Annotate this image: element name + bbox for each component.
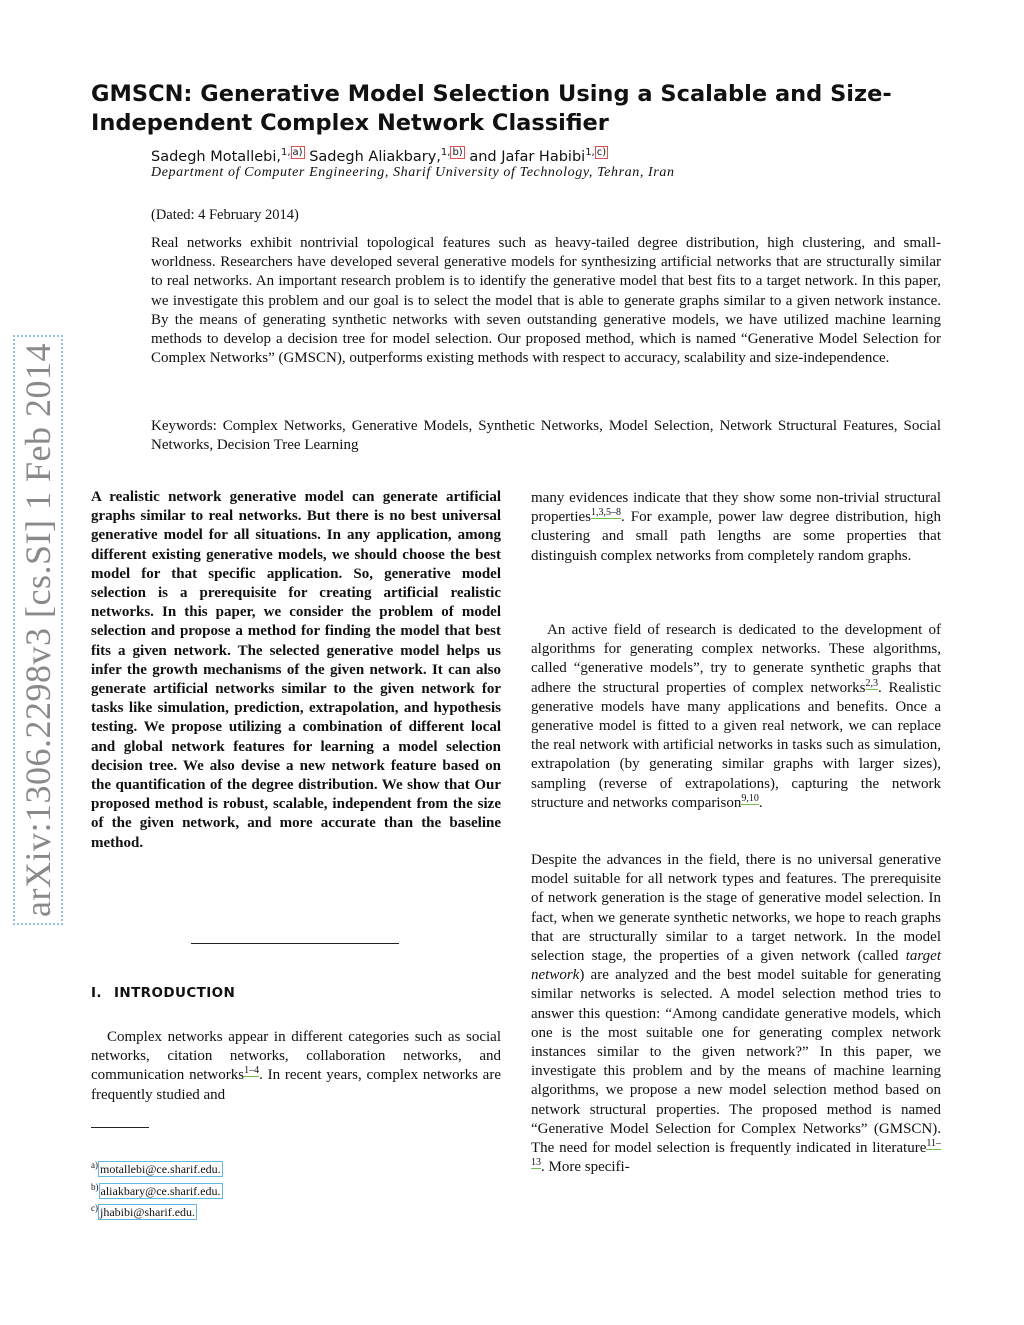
- author-name: Sadegh Motallebi,: [151, 148, 281, 165]
- footnote: $^{c)}$ jhabibi@sharif.edu.: [91, 1203, 196, 1219]
- keywords: Keywords: Complex Networks, Generative Models, Synthetic Networks, Model Selection, Network Structural Features, Social Networks, Decision Tree Learning: [151, 418, 941, 454]
- abstract: Real networks exhibit nontrivial topological features such as heavy-tailed degree distribution, high clustering, and small-worldness. Researchers have developed several generative models for synthesizing artificial networks that are structurally similar to real networks. An important research problem is to identify the generative model that best fits to a target network. In this paper, we investigate this problem and our goal is to select the model that is able to generate graphs similar to a given network instance. By the means of generating synthetic networks with seven outstanding generative models, we have utilized machine learning methods to develop a decision tree for model selection. Our proposed method, which is named “Generative Model Selection for Complex Networks” (GMSCN), outperforms existing methods with respect to accuracy, scalability and size-independence.: [151, 235, 941, 367]
- citation-link[interactable]: 11–13: [531, 1138, 941, 1169]
- divider: [191, 943, 399, 944]
- email-link[interactable]: motallebi@ce.sharif.edu.: [100, 1162, 221, 1176]
- affiliation: Department of Computer Engineering, Sharif University of Technology, Tehran, Iran: [151, 165, 675, 180]
- paper-title: GMSCN: Generative Model Selection Using a Scalable and Size-Independent Complex Network Classifier: [91, 81, 892, 136]
- footnote: $^{a)}$ motallebi@ce.sharif.edu.: [91, 1160, 221, 1176]
- citation-link[interactable]: 9,10: [741, 792, 759, 804]
- author-name: Sadegh Aliakbary,: [309, 148, 441, 165]
- footnote: $^{b)}$ aliakbary@ce.sharif.edu.: [91, 1181, 221, 1198]
- author-name: Jafar Habibi: [501, 148, 586, 165]
- author-list: Sadegh Motallebi,$^{1, a)}$ Sadegh Aliakbary,$^{1, b)}$ and Jafar Habibi$^{1, c)}$: [151, 147, 607, 165]
- date-line: (Dated: 4 February 2014): [151, 207, 299, 223]
- citation-link[interactable]: 1–4: [244, 1065, 260, 1077]
- email-link[interactable]: aliakbary@ce.sharif.edu.: [100, 1183, 221, 1198]
- arxiv-identifier: arXiv:1306.2298v3 [cs.SI] 1 Feb 2014: [13, 335, 63, 925]
- email-link[interactable]: jhabibi@sharif.edu.: [100, 1205, 196, 1219]
- section-heading: I. INTRODUCTION: [91, 985, 236, 1001]
- body-paragraph: many evidences indicate that they show some non-trivial structural properties$^{1,3,5-8}$. For example, power law degree distribution, high clustering and small path lengths are some properties that distinguish complex networks from completely random graphs.: [531, 490, 941, 564]
- lead-paragraph: A realistic network generative model can generate artificial graphs similar to real networks. But there is no best universal generative model for all situations. In any application, among different existing generative models, we should choose the best model for that specific application. So, generative model selection is a prerequisite for creating artificial realistic networks. In this paper, we consider the problem of model selection and propose a method for finding the model that best fits a given network. The selected generative model helps us infer the growth mechanisms of the given network. It can also generate artificial networks similar to the given network for tasks like simulation, prediction, extrapolation, and hypothesis testing. We propose utilizing a combination of different local and global network features for learning a model selection decision tree. We also devise a new network feature based on the quantification of the degree distribution. We show that Our proposed method is robust, scalable, independent from the size of the given network, and more accurate than the baseline method.: [91, 489, 501, 851]
- body-paragraph: An active field of research is dedicated to the development of algorithms for generating complex networks. These algorithms, called “generative models”, try to generate synthetic graphs that adhere the structural properties of complex networks$^{2,3}$. Realistic generative models have many applications and benefits. Once a generative model is fitted to a given real network, we can replace the real network with artificial networks in tasks such as simulation, extrapolation (by generating similar graphs with larger sizes), sampling (reverse of extrapolations), capturing the network structure and networks comparison$^{9,10}$.: [531, 622, 941, 811]
- footnote-link[interactable]: b): [452, 147, 463, 158]
- arxiv-stamp: [8, 343, 68, 917]
- footnote-divider: [91, 1127, 149, 1128]
- citation-link[interactable]: 2,3: [865, 677, 878, 689]
- intro-paragraph: Complex networks appear in different categories such as social networks, citation networks, collaboration networks, and communication networks$^{1-4}$. In recent years, complex networks are frequently studied and: [91, 1029, 501, 1103]
- body-paragraph: Despite the advances in the field, there is no universal generative model suitable for all network types and features. The prerequisite of network generation is the stage of generative model selection. In fact, when we generate synthetic networks, we hope to reach graphs that are structurally similar to a target network. In the model selection stage, the properties of a given network (called target network) are analyzed and the best model suitable for generating similar networks is selected. A model selection method tries to answer this question: “Among candidate generative models, which one is the most suitable one for generating complex network instances similar to the given network?” In this paper, we investigate this problem and by the means of machine learning algorithms, we propose a new model selection method based on network structural properties. The proposed method is named “Generative Model Selection for Complex Networks” (GMSCN). The need for model selection is frequently indicated in literature$^{11-13}$. More specifi-: [531, 852, 941, 1176]
- citation-link[interactable]: 1,3,5–8: [590, 507, 621, 519]
- footnotes: [91, 1157, 391, 1222]
- footnote-link[interactable]: a): [292, 147, 303, 158]
- footnote-link[interactable]: c): [596, 147, 607, 158]
